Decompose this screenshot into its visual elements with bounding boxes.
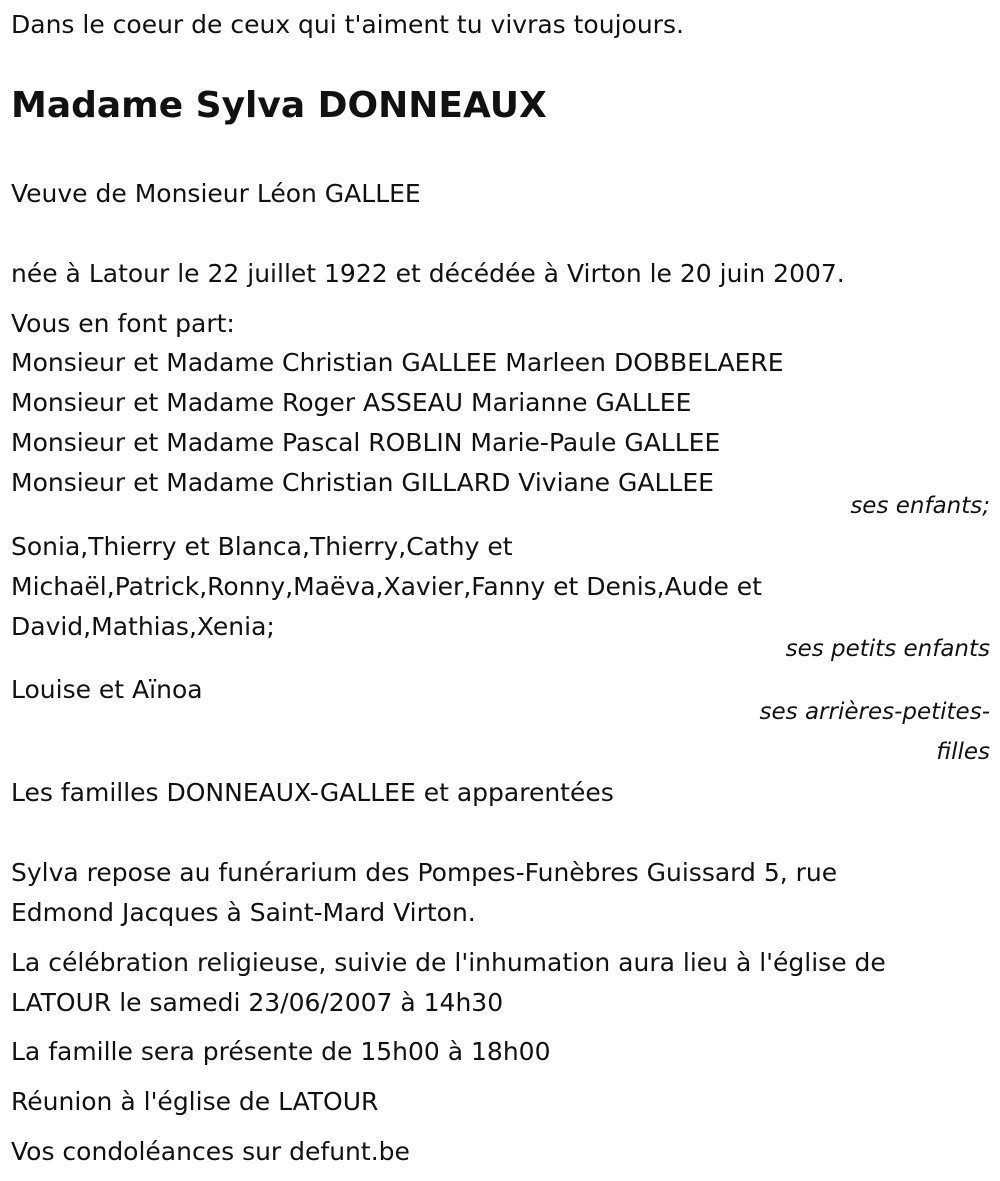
great-grandchildren-label: filles (936, 739, 990, 765)
epigraph: Dans le coeur de ceux qui t'aiment tu vivras toujours. (11, 10, 684, 39)
child-line: Monsieur et Madame Pascal ROBLIN Marie-Paule GALLEE (11, 428, 721, 457)
birth-death-line: née à Latour le 22 juillet 1922 et décédée à Virton le 20 juin 2007. (11, 259, 845, 288)
grandchildren-line: Sonia,Thierry et Blanca,Thierry,Cathy et (11, 532, 513, 561)
spouse-line: Veuve de Monsieur Léon GALLEE (11, 179, 421, 208)
child-line: Monsieur et Madame Christian GALLEE Marleen DOBBELAERE (11, 348, 784, 377)
ceremony-line: LATOUR le samedi 23/06/2007 à 14h30 (11, 988, 504, 1017)
child-line: Monsieur et Madame Roger ASSEAU Marianne GALLEE (11, 388, 692, 417)
children-label: ses enfants; (850, 493, 990, 519)
announce-line: Vous en font part: (11, 309, 235, 338)
rests-line: Sylva repose au funérarium des Pompes-Funèbres Guissard 5, rue (11, 858, 838, 887)
deceased-name: Madame Sylva DONNEAUX (11, 85, 547, 126)
child-line: Monsieur et Madame Christian GILLARD Viviane GALLEE (11, 468, 714, 497)
grandchildren-line: Michaël,Patrick,Ronny,Maëva,Xavier,Fanny et Denis,Aude et (11, 572, 762, 601)
great-grandchildren-line: Louise et Aïnoa (11, 675, 203, 704)
grandchildren-line: David,Mathias,Xenia; (11, 612, 275, 641)
families-line: Les familles DONNEAUX-GALLEE et apparentées (11, 778, 614, 807)
grandchildren-label: ses petits enfants (785, 636, 990, 662)
ceremony-line: La célébration religieuse, suivie de l'inhumation aura lieu à l'église de (11, 948, 886, 977)
meeting-line: Réunion à l'église de LATOUR (11, 1087, 379, 1116)
rests-line: Edmond Jacques à Saint-Mard Virton. (11, 898, 476, 927)
condolences-line: Vos condoléances sur defunt.be (11, 1137, 410, 1166)
presence-line: La famille sera présente de 15h00 à 18h00 (11, 1037, 551, 1066)
great-grandchildren-label: ses arrières-petites- (759, 699, 990, 725)
